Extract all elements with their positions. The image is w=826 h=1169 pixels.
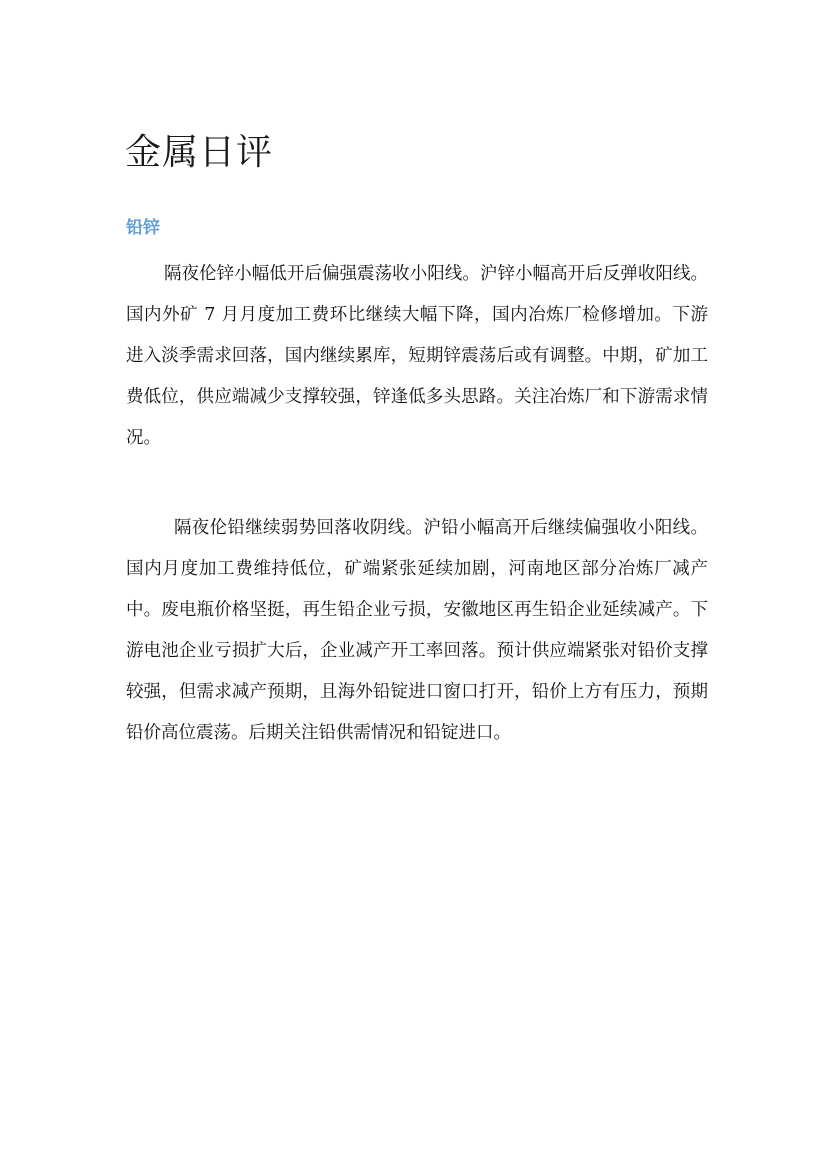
paragraph-lead-commentary: 隔夜伦铅继续弱势回落收阴线。沪铅小幅高开后继续偏强收小阳线。国内月度加工费维持低位，矿端紧张延续加剧，河南地区部分冶炼厂减产中。废电瓶价格坚挺，再生铅企业亏损，安徽地区再生铅企业延续减产。下游电池企业亏损扩大后，企业减产开工率回落。预计供应端紧张对铅价支撑较强，但需求减产预期，且海外铅锭进口窗口打开，铅价上方有压力，预期铅价高位震荡。后期关注铅供需情况和铅锭进口。 <box>126 518 708 743</box>
section-heading-lead-zinc: 铅锌 <box>126 218 160 238</box>
paragraph-zinc-commentary: 隔夜伦锌小幅低开后偏强震荡收小阳线。沪锌小幅高开后反弹收阳线。国内外矿 7 月月度加工费环比继续大幅下降，国内冶炼厂检修增加。下游进入淡季需求回落，国内继续累库，短期锌震荡后或有调整。中期，矿加工费低位，供应端减少支撑较强，锌逢低多头思路。关注冶炼厂和下游需求情况。 <box>126 264 708 448</box>
page-title: 金属日评 <box>125 132 274 173</box>
